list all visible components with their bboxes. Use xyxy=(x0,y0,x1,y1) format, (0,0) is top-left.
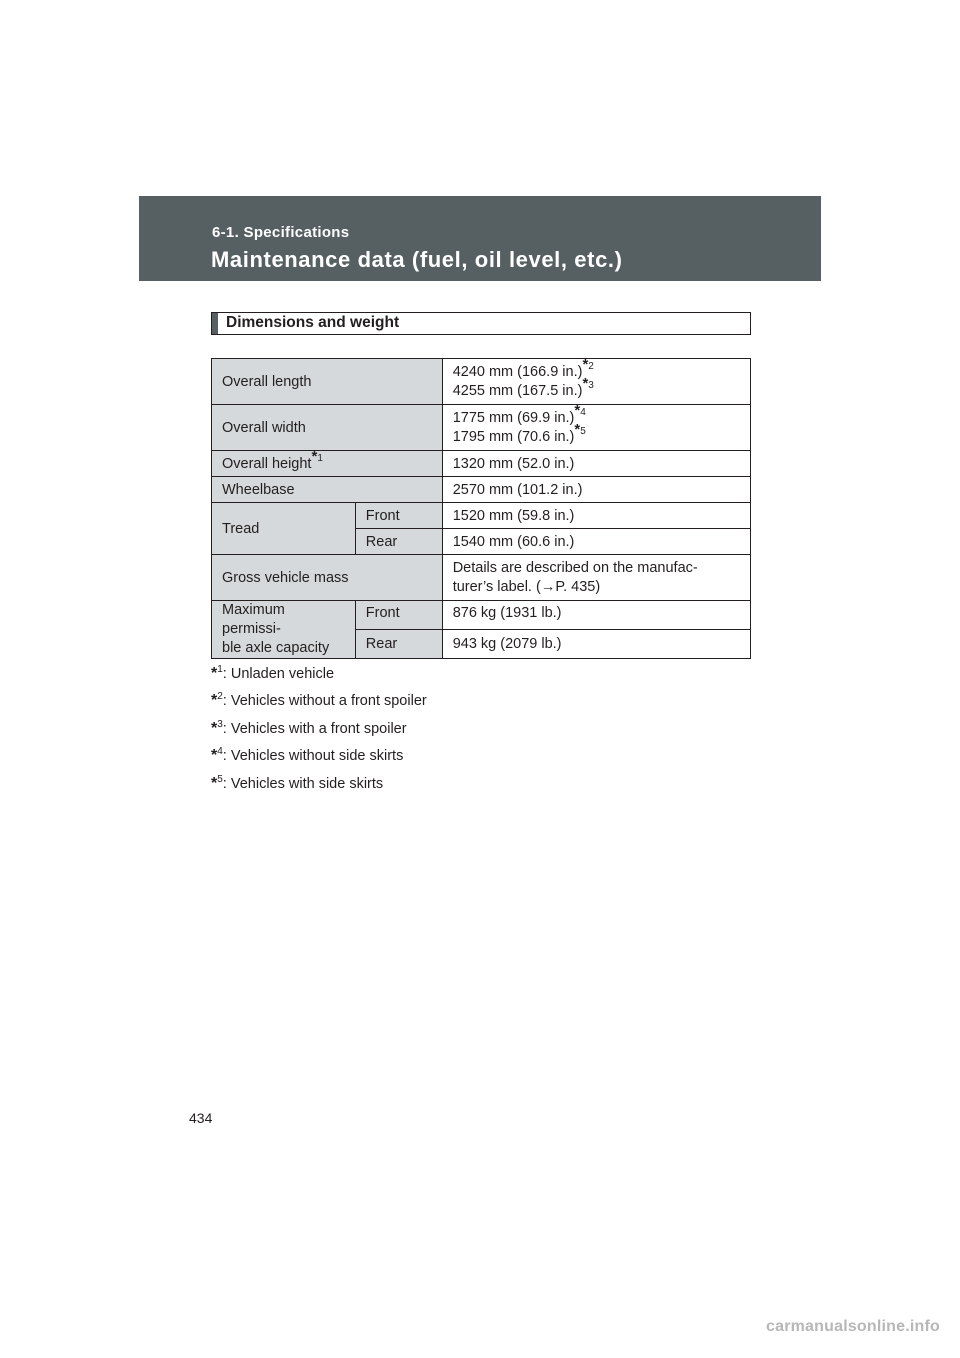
overall-width-value-2: 1795 mm (70.6 in.) xyxy=(452,428,575,445)
footnote-asterisk: * xyxy=(582,374,589,392)
table-row-tread-front xyxy=(212,503,751,529)
subheading-accent-bar xyxy=(212,313,218,334)
overall-width-label: Overall width xyxy=(212,405,443,451)
table-row-wheelbase xyxy=(212,477,751,503)
tread-rear-label: Rear xyxy=(355,529,442,555)
footnote-4: *$^4$: Vehicles without side skirts xyxy=(211,746,404,765)
gross-vehicle-mass-value: Details are described on the manufac- turer’s label. (→P. 435) xyxy=(442,555,750,601)
page-title: Maintenance data (fuel, oil level, etc.) xyxy=(211,247,623,272)
footnote-1: *$^1$: Unladen vehicle xyxy=(211,664,335,682)
table-row-gross-vehicle-mass xyxy=(212,555,751,601)
subheading-box xyxy=(211,312,751,335)
footnote-asterisk: * xyxy=(211,692,218,710)
footnote-asterisk: * xyxy=(574,401,581,419)
wheelbase-label: Wheelbase xyxy=(212,477,443,503)
table-row-overall-length xyxy=(212,359,751,405)
tread-rear-value: 1540 mm (60.6 in.) xyxy=(442,529,750,555)
footnote-ref: 5 xyxy=(580,425,586,437)
overall-height-label: Overall height$^{*1}$ xyxy=(212,451,443,477)
axle-front-value: 876 kg (1931 lb.) xyxy=(442,601,750,630)
table-row-overall-height xyxy=(212,451,751,477)
footnote-ref: 2 xyxy=(588,360,594,372)
overall-length-value xyxy=(442,355,750,405)
tread-front-value: 1520 mm (59.8 in.) xyxy=(442,503,750,529)
page-number: 434 xyxy=(189,1110,213,1126)
overall-width-value-1: 1775 mm (69.9 in.) xyxy=(452,409,575,426)
footnote-3: *$^3$: Vehicles with a front spoiler xyxy=(211,718,407,737)
footnote-ref: 4 xyxy=(580,406,586,418)
footnote-2: *$^2$: Vehicles without a front spoiler xyxy=(211,691,427,710)
footnote-ref: 1 xyxy=(317,452,323,464)
specifications-table xyxy=(211,355,751,659)
axle-rear-label: Rear xyxy=(355,630,442,659)
table-row-axle-front xyxy=(212,601,751,630)
gross-vehicle-mass-label: Gross vehicle mass xyxy=(212,555,443,601)
footnote-asterisk: * xyxy=(211,665,218,682)
arrow-right-icon: → xyxy=(540,578,556,595)
overall-length-value-2: 4255 mm (167.5 in.) xyxy=(452,382,583,399)
watermark: carmanualsonline.info xyxy=(766,1318,941,1335)
footnote-asterisk: * xyxy=(311,447,318,465)
subheading-title: Dimensions and weight xyxy=(226,314,400,331)
footnote-asterisk: * xyxy=(211,719,218,737)
axle-rear-value: 943 kg (2079 lb.) xyxy=(442,630,750,659)
footnote-asterisk: * xyxy=(574,420,581,438)
footnote-asterisk: * xyxy=(211,774,218,792)
footnote-ref: 3 xyxy=(588,379,594,391)
footnotes xyxy=(211,660,427,797)
tread-front-label: Front xyxy=(355,503,442,529)
axle-capacity-label: Maximum permissi- ble axle capacity xyxy=(212,601,356,659)
overall-length-value-1: 4240 mm (166.9 in.) xyxy=(452,363,583,380)
overall-length-label: Overall length xyxy=(212,359,443,405)
overall-width-value xyxy=(442,401,750,451)
overall-height-value: 1320 mm (52.0 in.) xyxy=(442,451,750,477)
axle-front-label: Front xyxy=(355,601,442,630)
section-label: 6-1. Specifications xyxy=(212,224,350,241)
footnote-asterisk: * xyxy=(582,355,589,373)
footnote-asterisk: * xyxy=(211,747,218,765)
wheelbase-value: 2570 mm (101.2 in.) xyxy=(442,477,750,503)
tread-label: Tread xyxy=(212,503,356,555)
table-row-overall-width xyxy=(212,405,751,451)
footnote-5: *$^5$: Vehicles with side skirts xyxy=(211,773,384,792)
